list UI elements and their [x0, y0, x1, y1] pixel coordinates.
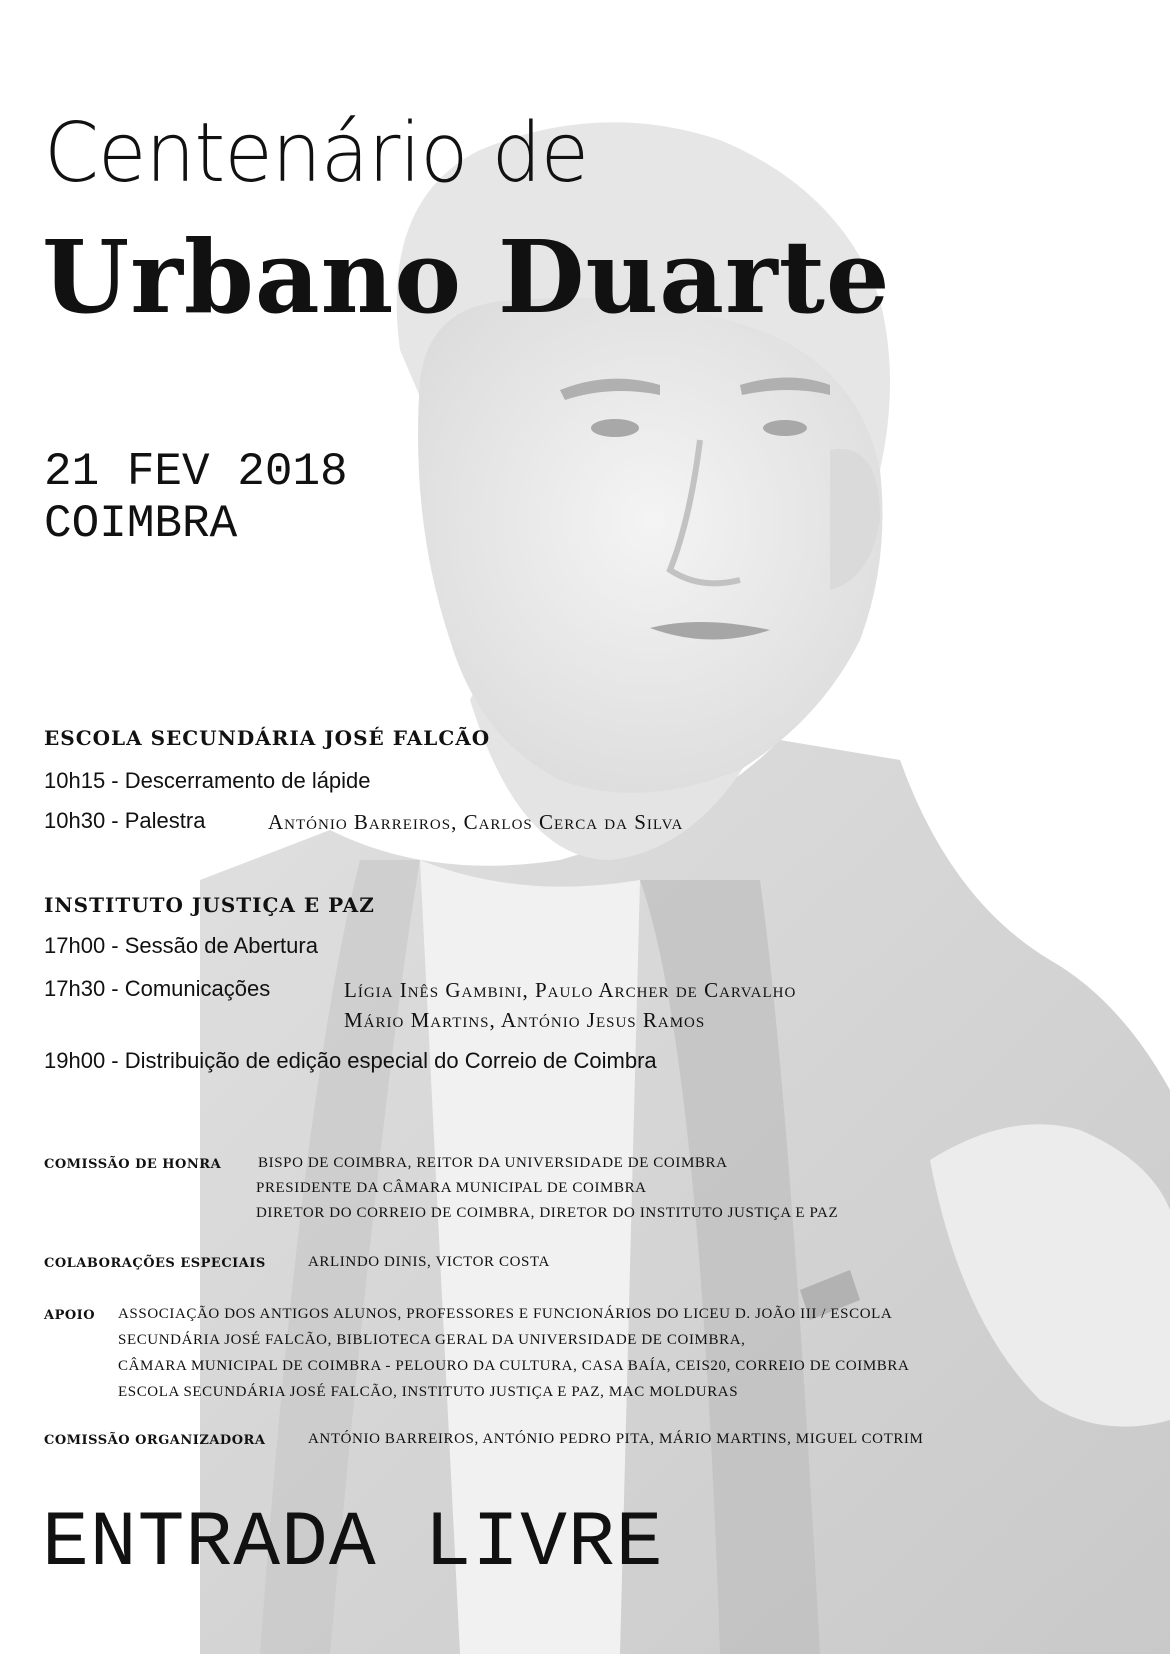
free-entry-banner: ENTRADA LIVRE — [42, 1500, 664, 1588]
credit-text: ASSOCIAÇÃO DOS ANTIGOS ALUNOS, PROFESSORES E FUNCIONÁRIOS DO LICEU D. JOÃO III / ESCOLA — [118, 1306, 893, 1322]
credit-label-colaboracoes: COLABORAÇÕES ESPECIAIS — [44, 1256, 266, 1271]
credit-text: SECUNDÁRIA JOSÉ FALCÃO, BIBLIOTECA GERAL DA UNIVERSIDADE DE COIMBRA, — [118, 1332, 746, 1348]
title-centenario: Centenário de — [44, 106, 589, 201]
speakers-list: Mário Martins, António Jesus Ramos — [344, 1008, 706, 1032]
credit-text: ARLINDO DINIS, VICTOR COSTA — [308, 1254, 550, 1270]
title-name: Urbano Duarte — [42, 218, 891, 336]
credit-text: PRESIDENTE DA CÂMARA MUNICIPAL DE COIMBRA — [256, 1180, 647, 1196]
event-city: COIMBRA — [44, 498, 238, 550]
schedule-item: 19h00 - Distribuição de edição especial do Correio de Coimbra — [44, 1048, 657, 1073]
credit-text: DIRETOR DO CORREIO DE COIMBRA, DIRETOR DO INSTITUTO JUSTIÇA E PAZ — [256, 1205, 839, 1221]
schedule-item: 17h00 - Sessão de Abertura — [44, 933, 318, 958]
event-date: 21 FEV 2018 — [44, 446, 348, 498]
credit-text: CÂMARA MUNICIPAL DE COIMBRA - PELOURO DA CULTURA, CASA BAÍA, CEIS20, CORREIO DE COIMBRA — [118, 1358, 910, 1374]
venue-heading-instituto: INSTITUTO JUSTIÇA E PAZ — [44, 893, 375, 917]
credit-label-organizadora: COMISSÃO ORGANIZADORA — [44, 1433, 266, 1448]
venue-heading-escola: ESCOLA SECUNDÁRIA JOSÉ FALCÃO — [44, 726, 491, 750]
schedule-item: 17h30 - Comunicações — [44, 976, 271, 1001]
credit-text: ESCOLA SECUNDÁRIA JOSÉ FALCÃO, INSTITUTO JUSTIÇA E PAZ, MAC MOLDURAS — [118, 1384, 739, 1400]
credit-text: BISPO DE COIMBRA, REITOR DA UNIVERSIDADE DE COIMBRA — [258, 1155, 728, 1171]
speakers-list: António Barreiros, Carlos Cerca da Silva — [268, 810, 684, 834]
schedule-item: 10h15 - Descerramento de lápide — [44, 768, 371, 793]
credit-text: ANTÓNIO BARREIROS, ANTÓNIO PEDRO PITA, MÁRIO MARTINS, MIGUEL COTRIM — [308, 1431, 924, 1447]
credit-label-honra: COMISSÃO DE HONRA — [44, 1157, 222, 1172]
speakers-list: Lígia Inês Gambini, Paulo Archer de Carvalho — [344, 978, 797, 1002]
credit-label-apoio: APOIO — [44, 1308, 96, 1323]
schedule-item: 10h30 - Palestra — [44, 808, 206, 833]
